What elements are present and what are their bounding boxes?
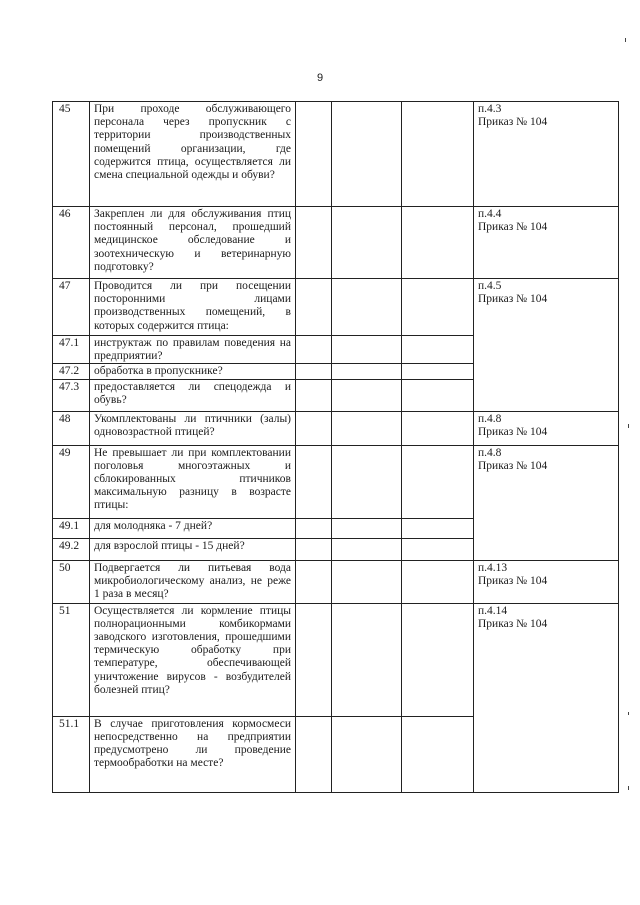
reference-cell	[474, 445, 619, 560]
reference-point: п.4.8	[478, 446, 502, 459]
row-number: 47.3	[53, 379, 90, 411]
row-number: 47.1	[53, 336, 90, 364]
requirement-text: для молодняка - 7 дней?	[90, 518, 296, 538]
reference-cell	[474, 102, 619, 207]
row-number: 46	[53, 207, 90, 279]
row-number: 47	[53, 279, 90, 336]
answer-na-cell[interactable]	[402, 207, 474, 279]
answer-no-cell[interactable]	[332, 518, 402, 538]
reference-point: п.4.13	[478, 561, 508, 574]
row-number: 51	[53, 603, 90, 716]
table-row	[53, 207, 619, 279]
answer-na-cell[interactable]	[402, 379, 474, 411]
requirement-text: для взрослой птицы - 15 дней?	[90, 538, 296, 560]
table-row	[53, 603, 619, 716]
requirement-text: Укомплектованы ли птичники (залы) одновозрастной птицей?	[90, 411, 296, 445]
reference-order: Приказ № 104	[478, 221, 548, 234]
requirement-text: обработка в пропускнике?	[90, 364, 296, 379]
row-number: 51.1	[53, 716, 90, 792]
row-number: 45	[53, 102, 90, 207]
checklist-table	[52, 101, 619, 793]
answer-no-cell[interactable]	[332, 538, 402, 560]
requirement-text: Проводится ли при посещении посторонними лицами производственных помещений, в которых содержится птица:	[90, 279, 296, 336]
answer-na-cell[interactable]	[402, 364, 474, 379]
answer-na-cell[interactable]	[402, 518, 474, 538]
reference-cell	[474, 411, 619, 445]
requirement-text: Не превышает ли при комплектовании поголовья многоэтажных и сблокированных птичников максимальную разницу в возрасте птицы:	[90, 445, 296, 518]
requirement-text: Осуществляется ли кормление птицы полнорационными комбикормами заводского изготовления, прошедшими термическую обработку при температуре, обеспечивающей уничтожение вирусов - возбудителей болезней птиц?	[90, 603, 296, 716]
row-number: 49	[53, 445, 90, 518]
answer-yes-cell[interactable]	[296, 445, 332, 518]
scan-mark	[625, 38, 626, 42]
answer-yes-cell[interactable]	[296, 336, 332, 364]
table-row	[53, 445, 619, 518]
reference-cell	[474, 207, 619, 279]
requirement-text: предоставляется ли спецодежда и обувь?	[90, 379, 296, 411]
row-number: 49.2	[53, 538, 90, 560]
reference-order: Приказ № 104	[478, 293, 548, 306]
row-number: 50	[53, 560, 90, 603]
table-row	[53, 411, 619, 445]
reference-point: п.4.5	[478, 280, 502, 292]
answer-na-cell[interactable]	[402, 279, 474, 336]
requirement-text: При проходе обслуживающего персонала через пропускник с территории производственных помещений организации, где содержится птица, осуществляется ли смена специальной одежды и обуви?	[90, 102, 296, 207]
reference-order: Приказ № 104	[478, 425, 548, 438]
answer-na-cell[interactable]	[402, 560, 474, 603]
answer-yes-cell[interactable]	[296, 279, 332, 336]
reference-cell	[474, 603, 619, 792]
answer-yes-cell[interactable]	[296, 538, 332, 560]
answer-no-cell[interactable]	[332, 716, 402, 792]
answer-na-cell[interactable]	[402, 603, 474, 716]
answer-yes-cell[interactable]	[296, 102, 332, 207]
scan-mark	[628, 712, 629, 715]
answer-no-cell[interactable]	[332, 364, 402, 379]
requirement-text: инструктаж по правилам поведения на предприятии?	[90, 336, 296, 364]
table-row	[53, 102, 619, 207]
table-row	[53, 560, 619, 603]
answer-no-cell[interactable]	[332, 102, 402, 207]
answer-yes-cell[interactable]	[296, 411, 332, 445]
row-number: 49.1	[53, 518, 90, 538]
requirement-text: Подвергается ли питьевая вода микробиологическому анализ, не реже 1 раза в месяц?	[90, 560, 296, 603]
answer-na-cell[interactable]	[402, 716, 474, 792]
requirement-text: В случае приготовления кормосмеси непосредственно на предприятии предусмотрено ли проведение термообработки на месте?	[90, 716, 296, 792]
reference-point: п.4.3	[478, 103, 502, 115]
answer-yes-cell[interactable]	[296, 716, 332, 792]
answer-yes-cell[interactable]	[296, 518, 332, 538]
answer-no-cell[interactable]	[332, 207, 402, 279]
reference-order: Приказ № 104	[478, 459, 548, 472]
answer-na-cell[interactable]	[402, 336, 474, 364]
answer-yes-cell[interactable]	[296, 560, 332, 603]
answer-no-cell[interactable]	[332, 560, 402, 603]
answer-no-cell[interactable]	[332, 445, 402, 518]
table-row	[53, 279, 619, 336]
answer-no-cell[interactable]	[332, 279, 402, 336]
reference-order: Приказ № 104	[478, 116, 548, 129]
answer-no-cell[interactable]	[332, 411, 402, 445]
reference-cell	[474, 279, 619, 412]
answer-yes-cell[interactable]	[296, 379, 332, 411]
requirement-text: Закреплен ли для обслуживания птиц постоянный персонал, прошедший медицинское обследование и зоотехническую и ветеринарную подготовку?	[90, 207, 296, 279]
answer-na-cell[interactable]	[402, 445, 474, 518]
reference-point: п.4.4	[478, 208, 502, 220]
answer-na-cell[interactable]	[402, 411, 474, 445]
row-number: 47.2	[53, 364, 90, 379]
answer-yes-cell[interactable]	[296, 207, 332, 279]
row-number: 48	[53, 411, 90, 445]
reference-order: Приказ № 104	[478, 574, 548, 587]
answer-na-cell[interactable]	[402, 538, 474, 560]
scan-mark	[628, 424, 629, 428]
answer-yes-cell[interactable]	[296, 603, 332, 716]
answer-na-cell[interactable]	[402, 102, 474, 207]
answer-no-cell[interactable]	[332, 379, 402, 411]
reference-order: Приказ № 104	[478, 617, 548, 630]
reference-point: п.4.14	[478, 604, 508, 617]
page-number: 9	[316, 72, 324, 84]
reference-cell	[474, 560, 619, 603]
answer-no-cell[interactable]	[332, 336, 402, 364]
scan-mark	[628, 786, 629, 790]
reference-point: п.4.8	[478, 412, 502, 425]
answer-yes-cell[interactable]	[296, 364, 332, 379]
answer-no-cell[interactable]	[332, 603, 402, 716]
